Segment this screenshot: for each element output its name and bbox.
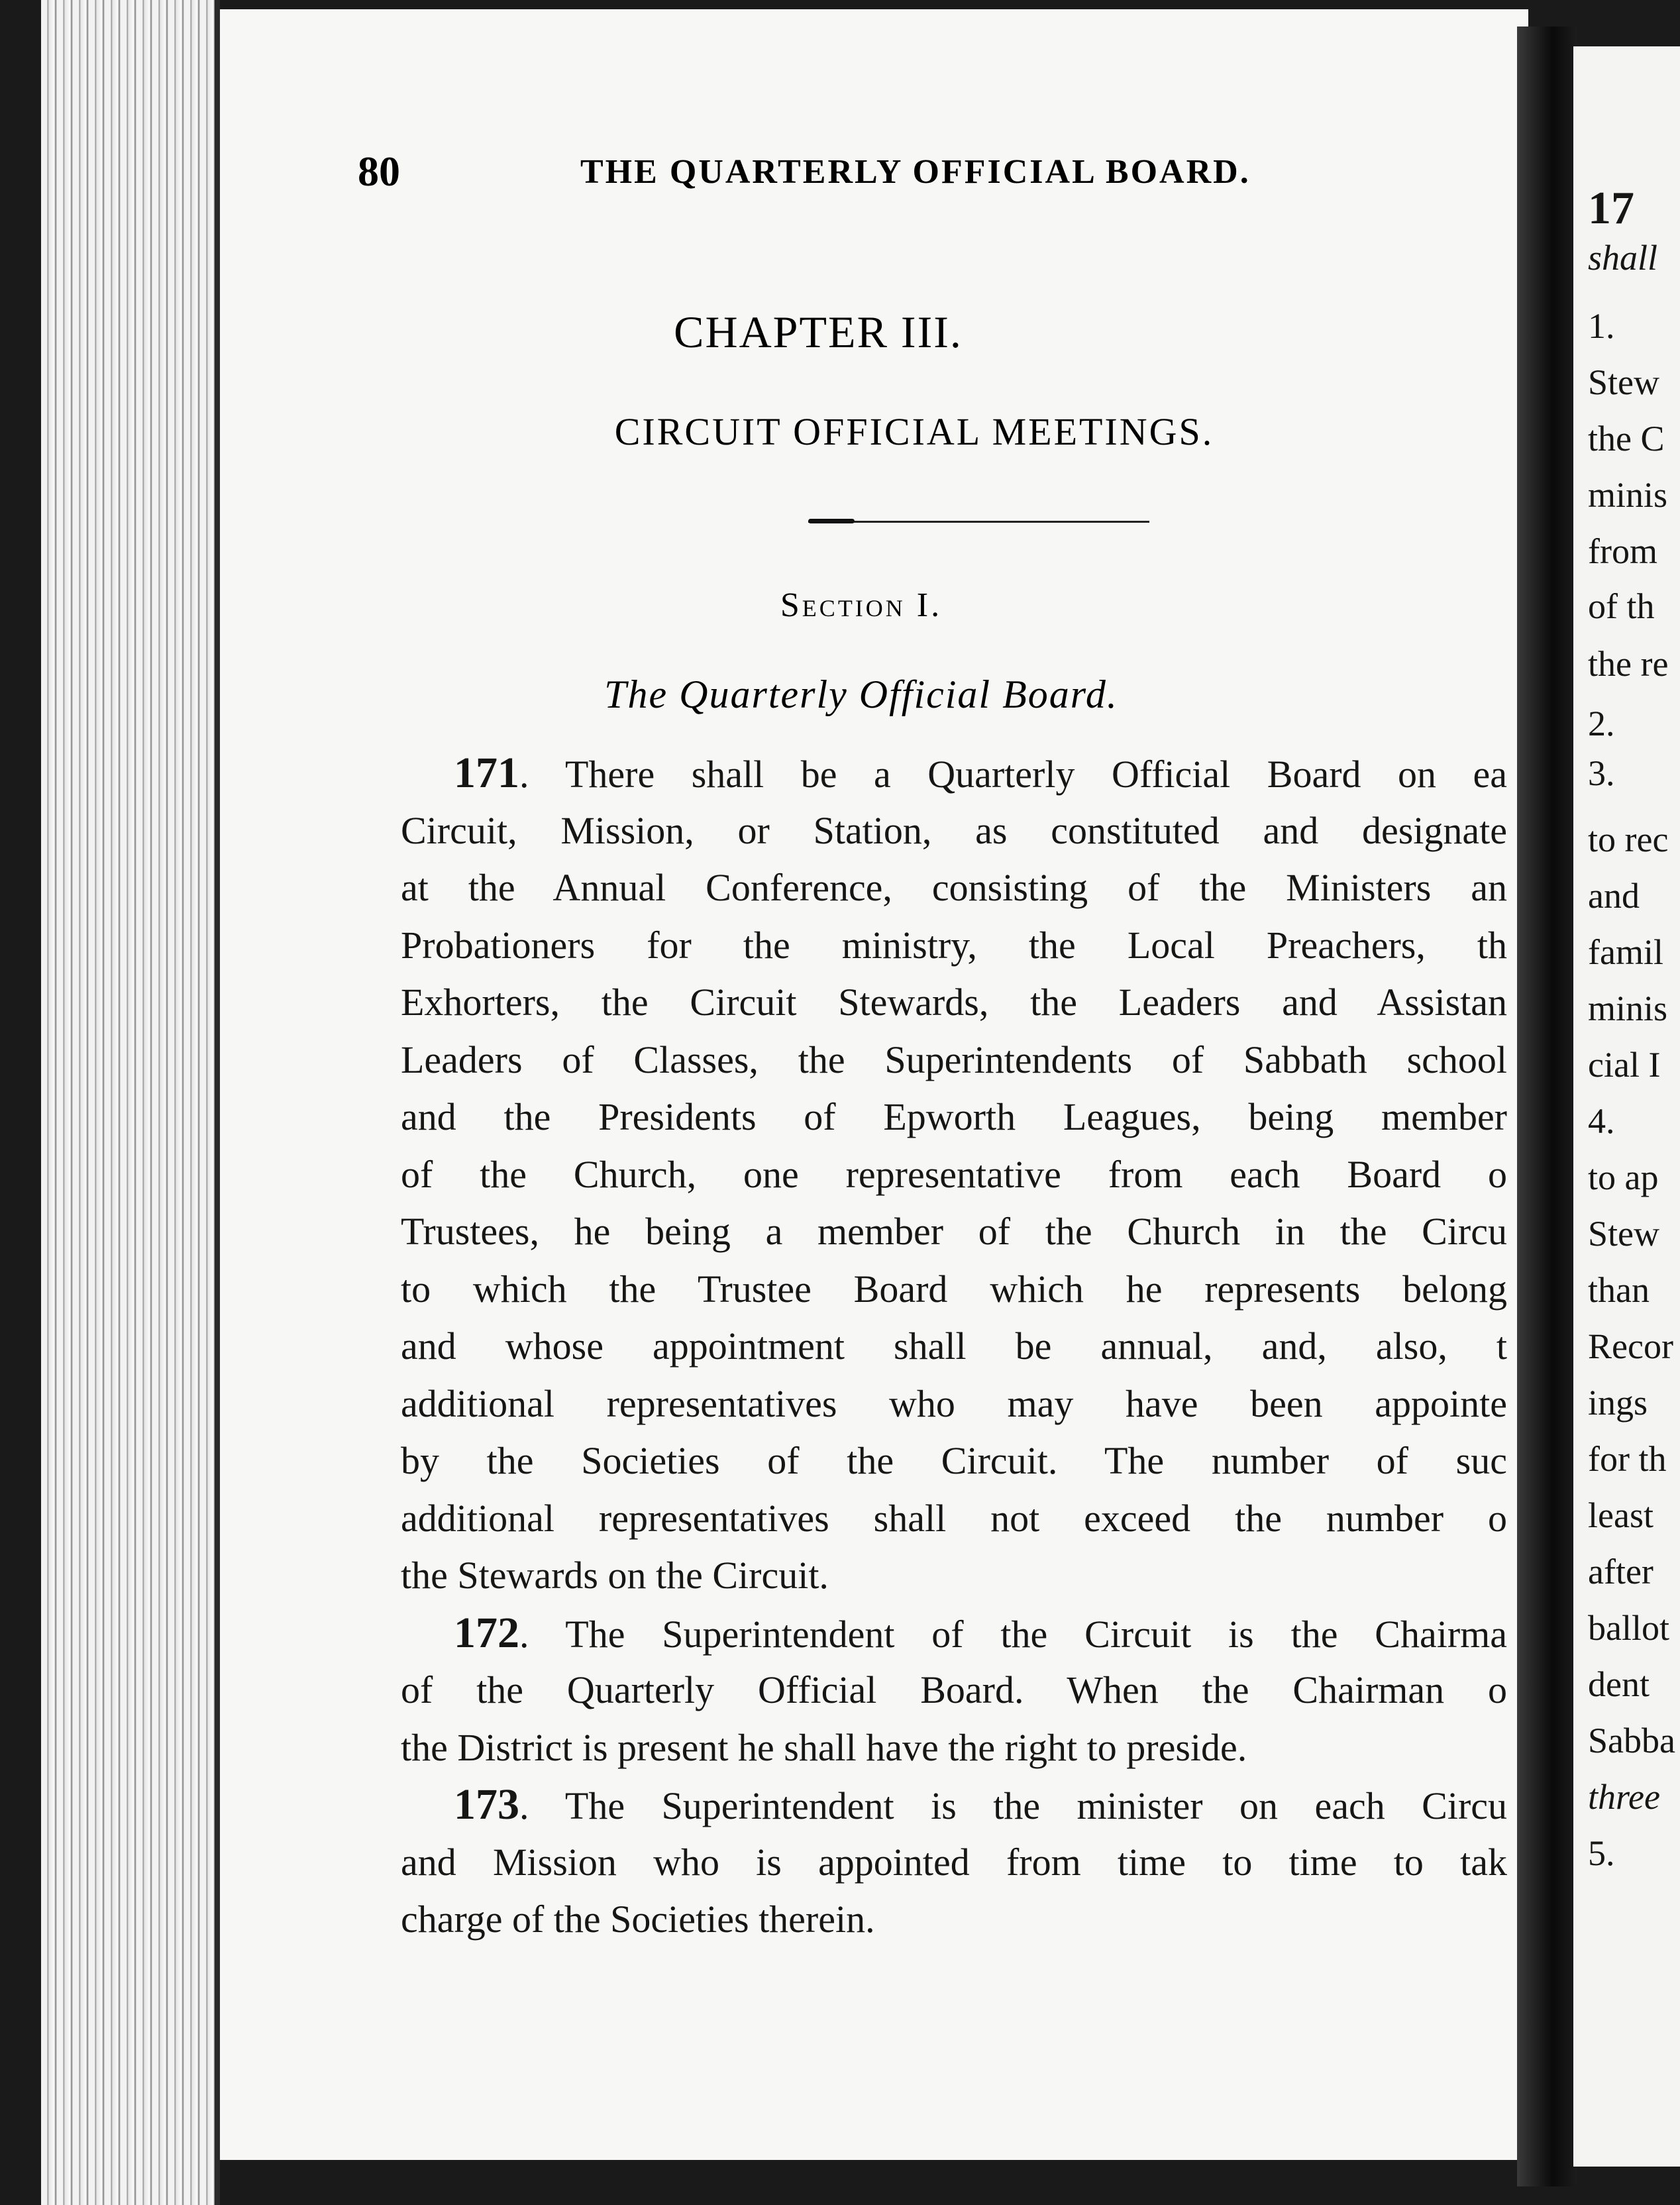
line-text: additional representatives who may have been appointe xyxy=(401,1381,1507,1425)
adjacent-page-fragment: 4. xyxy=(1588,1101,1615,1141)
body-line xyxy=(401,802,1507,860)
body-line xyxy=(401,1547,1507,1605)
line-text: charge of the Societies therein. xyxy=(401,1898,875,1941)
adjacent-page-fragment: 2. xyxy=(1588,704,1615,743)
adjacent-page-fragment: cial I xyxy=(1588,1045,1661,1085)
line-text: and the Presidents of Epworth Leagues, being member xyxy=(401,1095,1507,1138)
body-line xyxy=(401,1776,1507,1834)
adjacent-page-fragment: famil xyxy=(1588,932,1663,972)
body-line xyxy=(401,1146,1507,1204)
adjacent-page-fragment: the C xyxy=(1588,419,1665,458)
adjacent-page-fragment: minis xyxy=(1588,989,1668,1028)
paragraph-number: 172 xyxy=(454,1608,519,1657)
running-title: THE QUARTERLY OFFICIAL BOARD. xyxy=(580,153,1251,191)
adjacent-page-fragment: 17 xyxy=(1588,183,1634,234)
adjacent-page-fragment: minis xyxy=(1588,475,1668,515)
adjacent-page-fragment: Stew xyxy=(1588,362,1659,402)
adjacent-page-fragment: three xyxy=(1588,1777,1660,1817)
adjacent-page-fragment: 3. xyxy=(1588,753,1615,793)
body-line xyxy=(401,1719,1507,1777)
page-number: 80 xyxy=(358,148,400,195)
adjacent-page-fragment: and xyxy=(1588,876,1640,916)
ornamental-rule xyxy=(808,521,1149,523)
adjacent-page-fragment: to ap xyxy=(1588,1157,1659,1197)
adjacent-page-fragment: for th xyxy=(1588,1439,1667,1479)
body-line xyxy=(401,1490,1507,1548)
body-line xyxy=(401,1089,1507,1146)
body-line xyxy=(401,1834,1507,1892)
line-text: Trustees, he being a member of the Church in the Circu xyxy=(401,1210,1507,1253)
adjacent-page-fragment: 1. xyxy=(1588,306,1615,346)
line-text: . The Superintendent is the minister on each Circu xyxy=(519,1784,1507,1827)
adjacent-page-fragment: ings xyxy=(1588,1383,1648,1423)
line-text: Probationers for the ministry, the Local Preachers, th xyxy=(401,923,1507,967)
chapter-number: CHAPTER III. xyxy=(674,307,963,357)
line-text: . There shall be a Quarterly Official Board on ea xyxy=(519,753,1507,796)
line-text: the Stewards on the Circuit. xyxy=(401,1554,829,1597)
adjacent-page-fragment: 5. xyxy=(1588,1833,1615,1873)
line-text: Circuit, Mission, or Station, as constituted and designate xyxy=(401,808,1507,852)
body-line xyxy=(401,1662,1507,1719)
section-title: The Quarterly Official Board. xyxy=(604,672,1118,716)
line-text: . The Superintendent of the Circuit is the Chairma xyxy=(519,1612,1507,1656)
body-line xyxy=(401,1318,1507,1375)
line-text: to which the Trustee Board which he represents belong xyxy=(401,1267,1507,1311)
adjacent-page-fragment: to rec xyxy=(1588,820,1669,859)
line-text: the District is present he shall have the right to preside. xyxy=(401,1725,1247,1769)
paragraph-number: 171 xyxy=(454,749,519,797)
body-line xyxy=(401,1203,1507,1261)
adjacent-page-fragment: from xyxy=(1588,531,1657,571)
body-line xyxy=(401,1261,1507,1318)
adjacent-page-fragment: ballot xyxy=(1588,1608,1669,1648)
body-text xyxy=(401,745,1507,1949)
body-line xyxy=(401,917,1507,975)
line-text: of the Quarterly Official Board. When the Chairman o xyxy=(401,1668,1507,1711)
body-line xyxy=(401,859,1507,917)
line-text: and Mission who is appointed from time to time to tak xyxy=(401,1840,1507,1884)
body-line xyxy=(401,1605,1507,1662)
adjacent-page-fragment: least xyxy=(1588,1495,1654,1535)
line-text: Exhorters, the Circuit Stewards, the Leaders and Assistan xyxy=(401,981,1507,1024)
line-text: Leaders of Classes, the Superintendents of Sabbath school xyxy=(401,1038,1507,1081)
line-text: additional representatives shall not exceed the number o xyxy=(401,1496,1507,1540)
body-line xyxy=(401,745,1507,802)
chapter-title: CIRCUIT OFFICIAL MEETINGS. xyxy=(614,410,1214,453)
body-line xyxy=(401,974,1507,1032)
body-line xyxy=(401,1375,1507,1433)
running-head xyxy=(179,147,1351,193)
adjacent-page-fragment: the re xyxy=(1588,644,1669,684)
line-text: at the Annual Conference, consisting of the Ministers an xyxy=(401,866,1507,909)
body-line xyxy=(401,1032,1507,1089)
adjacent-page-fragment: dent xyxy=(1588,1664,1650,1704)
paragraph-number: 173 xyxy=(454,1780,519,1829)
book-gutter xyxy=(1517,27,1577,2186)
adjacent-page xyxy=(1573,46,1680,2167)
adjacent-page-fragment: after xyxy=(1588,1552,1654,1591)
adjacent-page-fragment: of th xyxy=(1588,586,1655,626)
adjacent-page-fragment: Sabba xyxy=(1588,1721,1675,1760)
adjacent-page-fragment: than xyxy=(1588,1270,1650,1310)
body-line xyxy=(401,1891,1507,1949)
adjacent-page-fragment: Recor xyxy=(1588,1326,1673,1366)
section-label: Section I. xyxy=(780,586,943,624)
line-text: by the Societies of the Circuit. The number of suc xyxy=(401,1439,1507,1482)
adjacent-page-fragment: Stew xyxy=(1588,1214,1659,1254)
body-line xyxy=(401,1432,1507,1490)
adjacent-page-fragment: shall xyxy=(1588,238,1658,278)
line-text: of the Church, one representative from each Board o xyxy=(401,1152,1507,1196)
line-text: and whose appointment shall be annual, and, also, t xyxy=(401,1324,1507,1368)
